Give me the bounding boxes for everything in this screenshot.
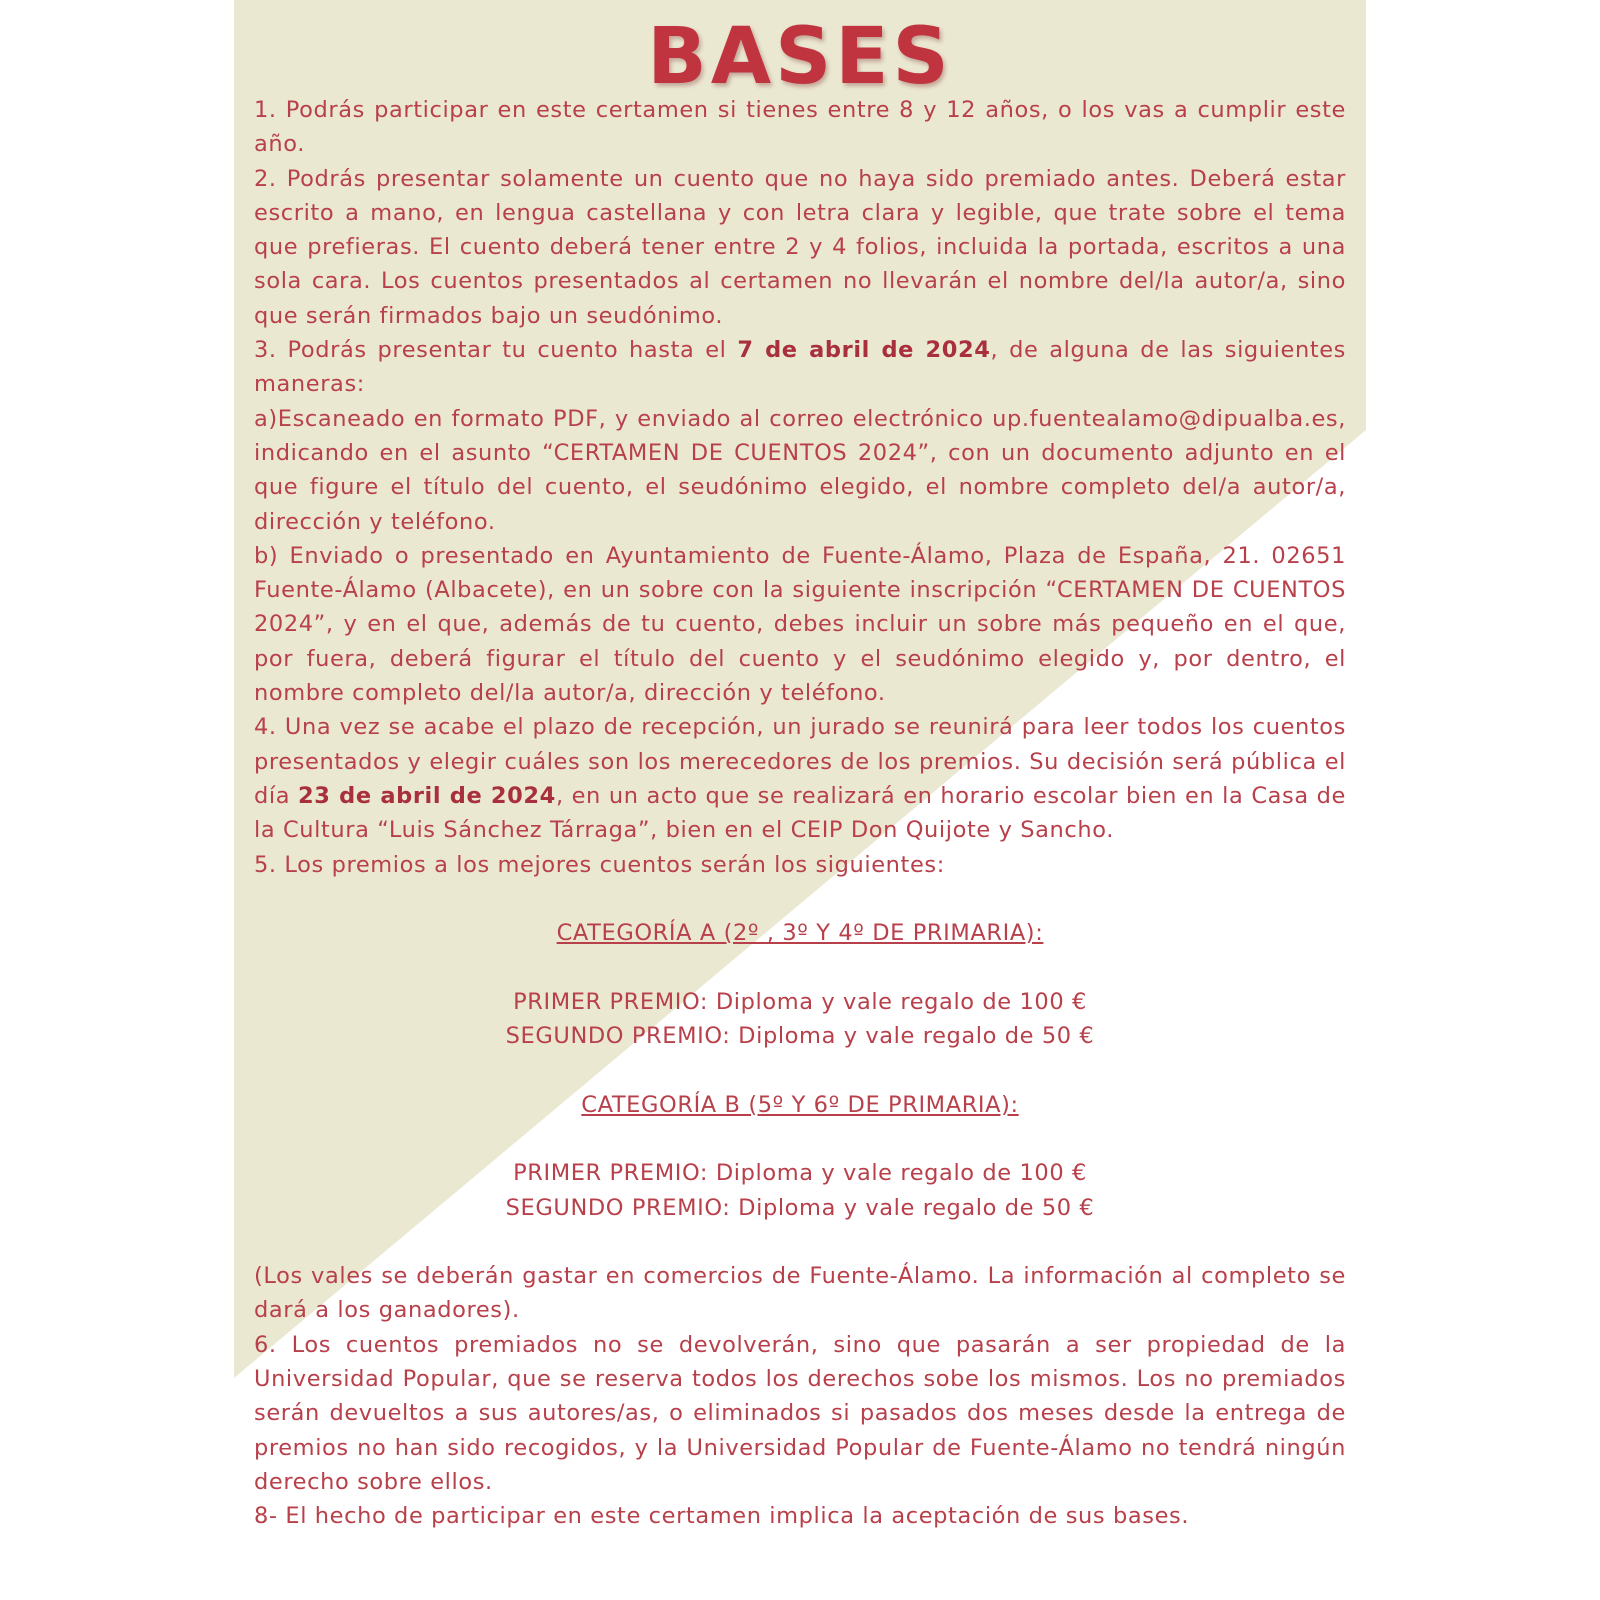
page-title: BASES xyxy=(647,12,953,102)
rule-3-intro: 3. Podrás presentar tu cuento hasta el xyxy=(254,337,738,364)
spacer xyxy=(254,1053,1346,1087)
category-a-second-prize: SEGUNDO PREMIO: Diploma y vale regalo de 50 € xyxy=(505,1023,1095,1050)
category-b-heading: CATEGORÍA B (5º Y 6º DE PRIMARIA): xyxy=(581,1091,1019,1118)
rule-3a: a)Escaneado en formato PDF, y enviado al correo electrónico up.fuentealamo@dipualba.es, indicando en el asunto “CERTAMEN DE CUENTOS 2024”, con un documento adjunto en el que figure el título del cuento, el seudónimo elegido, el nombre completo del/a autor/a, dirección y teléfono. xyxy=(254,405,1346,535)
spacer xyxy=(254,1225,1346,1259)
vouchers-note: (Los vales se deberán gastar en comercios de Fuente-Álamo. La información al completo se dará a los ganadores). xyxy=(254,1263,1346,1324)
spacer xyxy=(254,1122,1346,1156)
category-b-second-prize: SEGUNDO PREMIO: Diploma y vale regalo de 50 € xyxy=(505,1194,1095,1221)
rule-3-outro: , de alguna de las siguientes maneras: xyxy=(254,337,1347,398)
category-a-heading: CATEGORÍA A (2º , 3º Y 4º DE PRIMARIA): xyxy=(556,920,1044,947)
spacer xyxy=(254,950,1346,984)
category-b-first-prize: PRIMER PREMIO: Diploma y vale regalo de 100 € xyxy=(513,1160,1087,1187)
category-a-first-prize: PRIMER PREMIO: Diploma y vale regalo de 100 € xyxy=(513,988,1087,1015)
rule-1: 1. Podrás participar en este certamen si tienes entre 8 y 12 años, o los vas a cumplir este año. xyxy=(254,97,1346,158)
rule-2: 2. Podrás presentar solamente un cuento que no haya sido premiado antes. Deberá estar escrito a mano, en lengua castellana y con letra clara y legible, que trate sobre el tema que prefieras. El cuento deberá tener entre 2 y 4 folios, incluida la portada, escritos a una sola cara. Los cuentos presentados al certamen no llevarán el nombre del/la autor/a, sino que serán firmados bajo un seudónimo. xyxy=(254,165,1346,329)
rule-4-intro: 4. Una vez se acabe el plazo de recepción, un jurado se reunirá para leer todos los cuentos presentados y elegir cuáles son los merecedores de los premios. Su decisión será pública el día xyxy=(254,714,1346,809)
decision-date: 23 de abril de 2024 xyxy=(298,782,556,809)
rule-6: 6. Los cuentos premiados no se devolverán, sino que pasarán a ser propiedad de la Universidad Popular, que se reserva todos los derechos sobe los mismos. Los no premiados serán devueltos a sus autores/as, o eliminados si pasados dos meses desde la entrega de premios no han sido recogidos, y la Universidad Popular de Fuente-Álamo no tendrá ningún derecho sobre ellos. xyxy=(254,1331,1346,1495)
rule-3 xyxy=(254,333,1346,402)
rule-4-outro: , en un acto que se realizará en horario escolar bien en la Casa de la Cultura “Luis Sánchez Tárraga”, bien en el CEIP Don Quijote y Sancho. xyxy=(254,782,1346,844)
rules-body xyxy=(254,93,1346,1533)
spacer xyxy=(254,882,1346,916)
rule-5: 5. Los premios a los mejores cuentos serán los siguientes: xyxy=(254,851,945,878)
poster-page xyxy=(234,0,1366,1600)
rule-3b: b) Enviado o presentado en Ayuntamiento de Fuente-Álamo, Plaza de España, 21. 02651 Fuente-Álamo (Albacete), en un sobre con la siguiente inscripción “CERTAMEN DE CUENTOS 2024”, y en el que, además de tu cuento, debes incluir un sobre más pequeño en el que, por fuera, deberá figurar el título del cuento y el seudónimo elegido y, por dentro, el nombre completo del/la autor/a, dirección y teléfono. xyxy=(254,542,1346,707)
rule-4 xyxy=(254,710,1346,847)
deadline-date: 7 de abril de 2024 xyxy=(737,337,991,364)
rule-8: 8- El hecho de participar en este certamen implica la aceptación de sus bases. xyxy=(254,1503,1190,1530)
